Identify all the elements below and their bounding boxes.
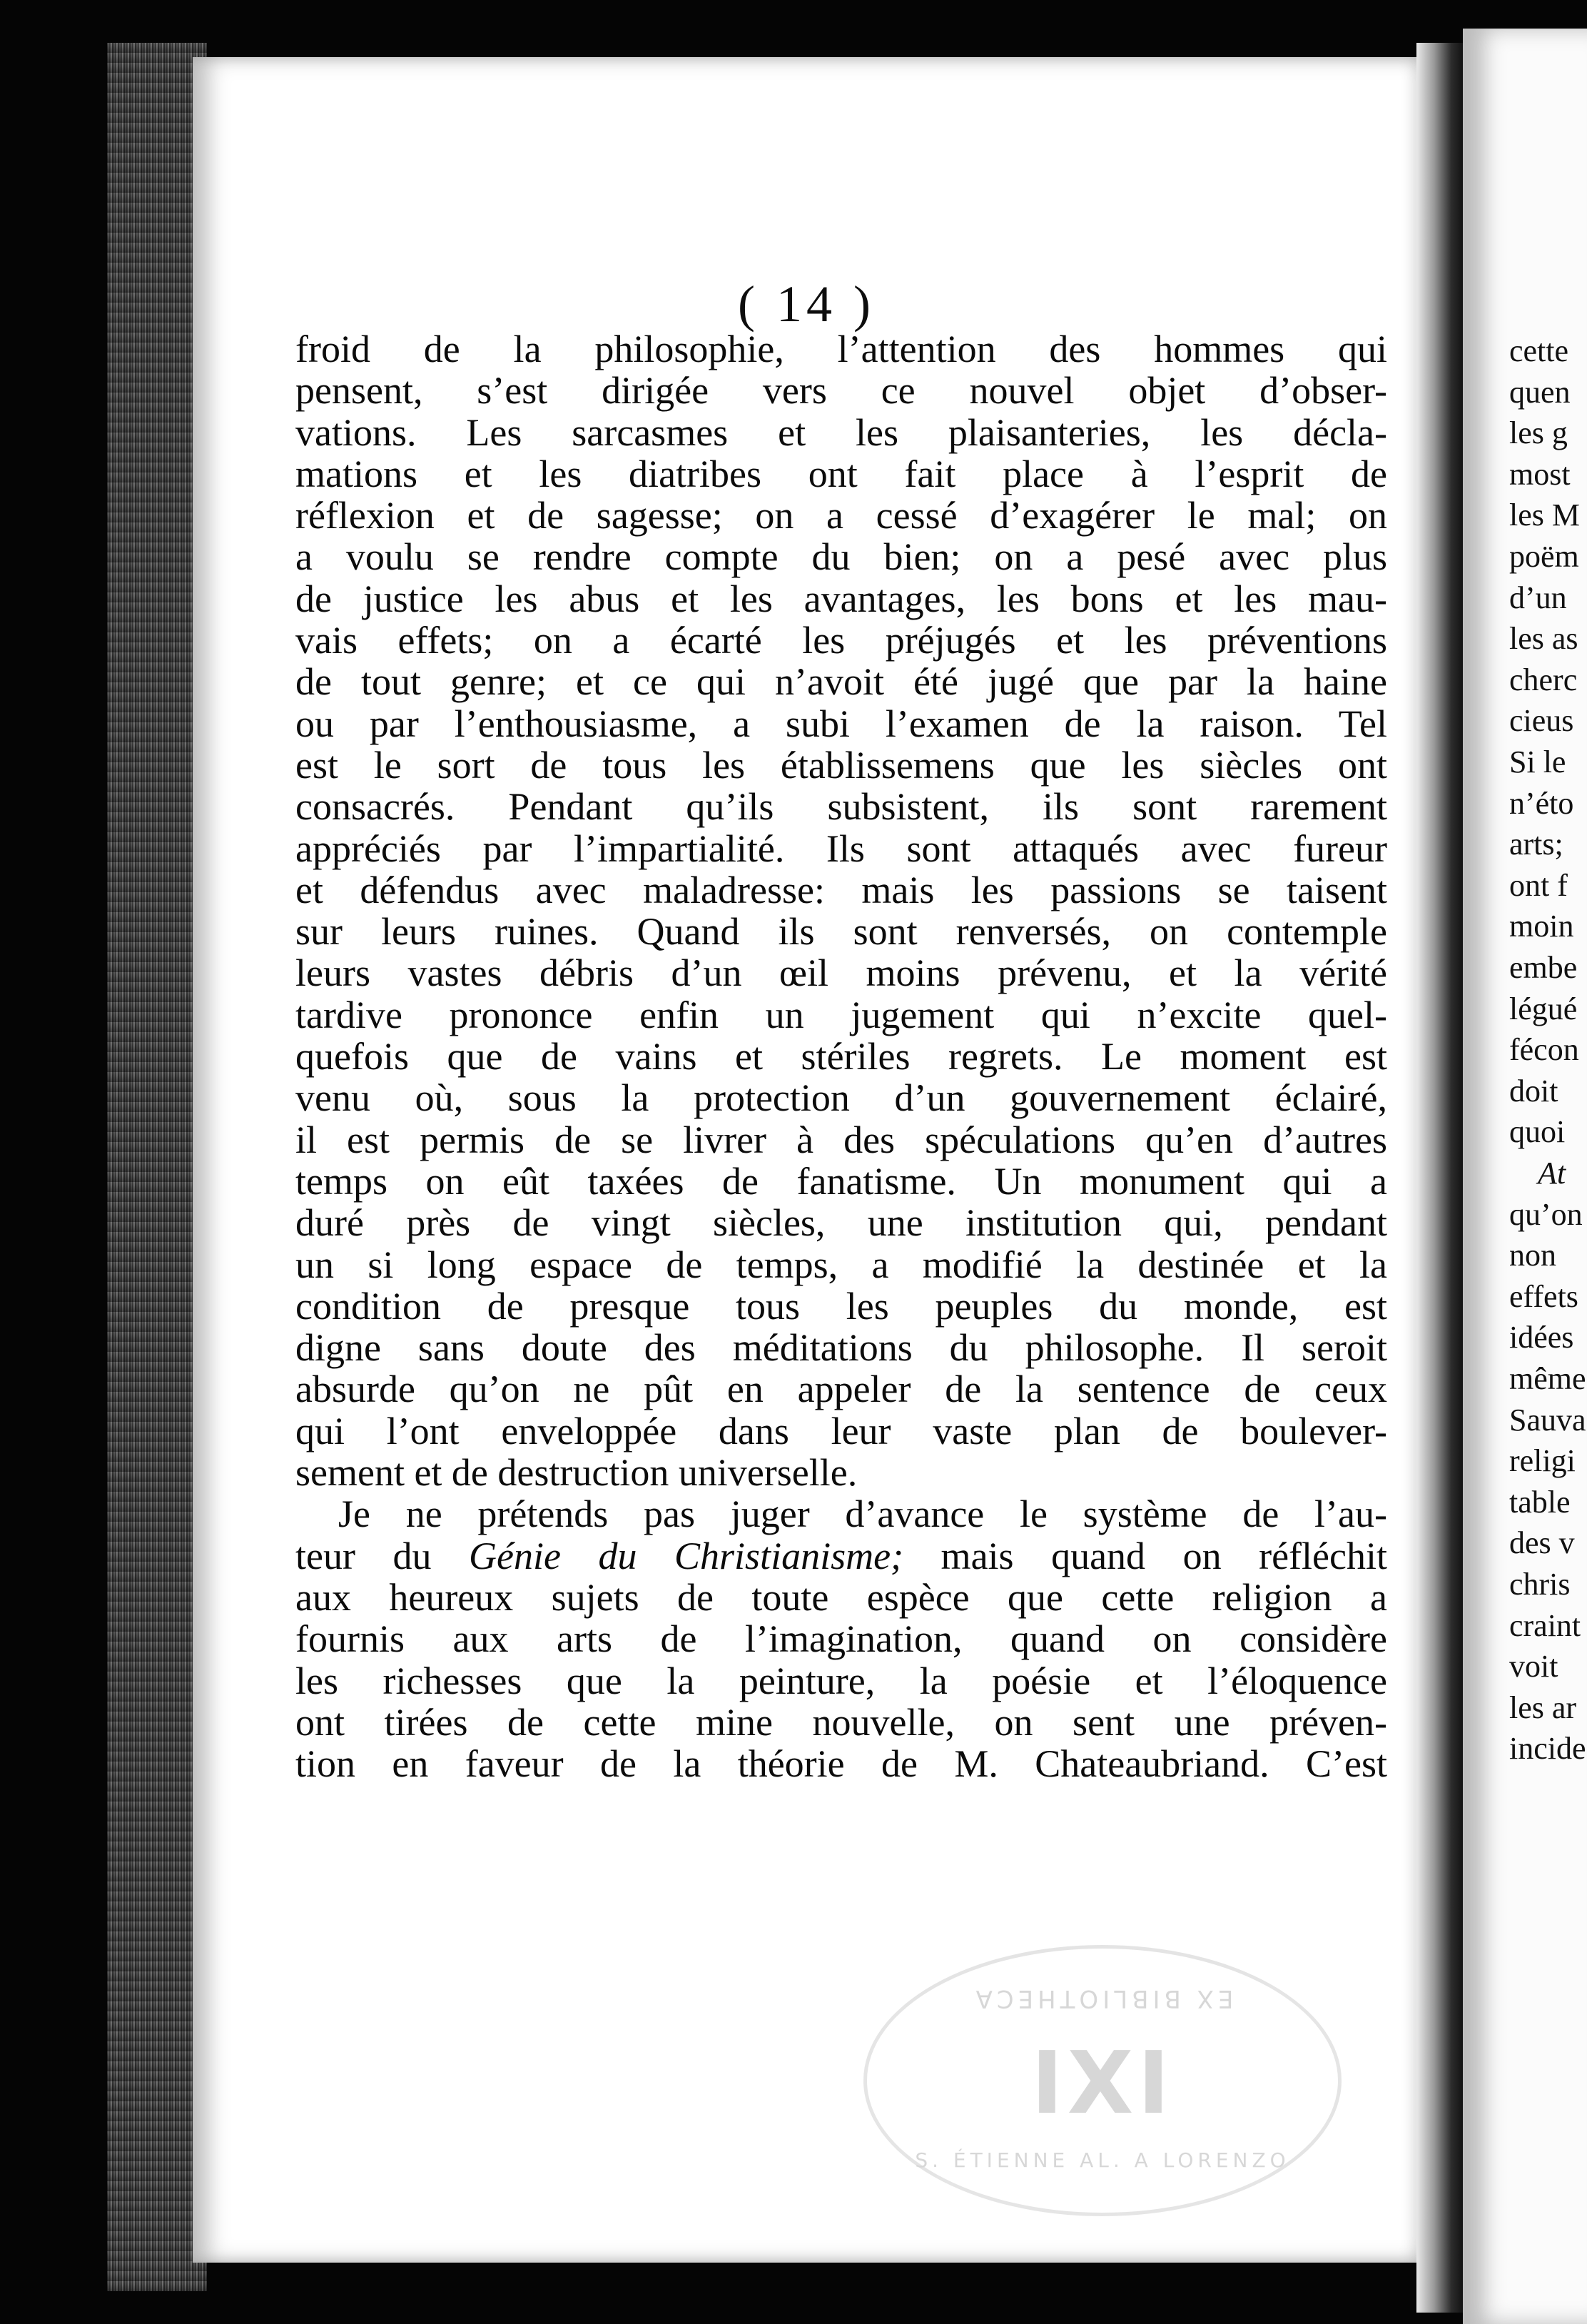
facing-page-fragment: Sauva	[1509, 1402, 1586, 1438]
text-line: froid de la philosophie, l’attention des hommes qui	[295, 328, 1387, 370]
stamp-bottom-text: S. ÉTIENNE AL. A LORENZO	[915, 2148, 1290, 2172]
facing-page-fragment: fécon	[1509, 1032, 1579, 1068]
text-line: un si long espace de temps, a modifié la destinée et la	[295, 1243, 1387, 1286]
stamp-top-text: EX BIBLIOTHECA	[971, 1984, 1234, 2013]
facing-page-fragment: légué	[1509, 991, 1578, 1026]
facing-page-fragment: les g	[1509, 415, 1568, 451]
facing-page-fragment: les ar	[1509, 1689, 1577, 1725]
text-line: mations et les diatribes ont fait place à l’esprit de	[295, 452, 1387, 495]
facing-page-fragment: des v	[1509, 1525, 1575, 1561]
text-line: réflexion et de sagesse; on a cessé d’exagérer le mal; on	[295, 494, 1387, 537]
text-line: qui l’ont enveloppée dans leur vaste plan de boulever-	[295, 1409, 1387, 1452]
facing-page-fragment: idées	[1509, 1320, 1574, 1355]
facing-page-fragment: cieus	[1509, 703, 1574, 739]
text-line: il est permis de se livrer à des spéculations qu’en d’autres	[295, 1118, 1387, 1161]
text-segment: teur du	[295, 1534, 470, 1577]
text-line: duré près de vingt siècles, une institution qui, pendant	[295, 1201, 1387, 1245]
facing-page-fragment: religi	[1509, 1443, 1576, 1479]
facing-page-fragment: voit	[1509, 1649, 1558, 1684]
facing-page-fragment: At	[1538, 1156, 1566, 1191]
page-number: ( 14 )	[738, 276, 875, 333]
stamp-monogram: IXI	[1031, 2034, 1174, 2133]
text-line: et défendus avec maladresse: mais les passions se taisent	[295, 868, 1387, 911]
text-line: vais effets; on a écarté les préjugés et les préventions	[295, 619, 1387, 662]
text-line: sement et de destruction universelle.	[295, 1451, 858, 1495]
facing-page-fragment: craint	[1509, 1607, 1581, 1643]
library-stamp	[863, 1945, 1342, 2216]
facing-page-fragment: most	[1509, 456, 1571, 492]
book-gutter	[1416, 43, 1466, 2313]
facing-page-fragment: les as	[1509, 621, 1578, 657]
text-line-with-title	[295, 1535, 1387, 1577]
text-line: sur leurs ruines. Quand ils sont renversés, on contemple	[295, 910, 1387, 954]
book-title: Génie du Christianisme;	[469, 1534, 904, 1577]
text-line: de justice les abus et les avantages, les bons et les mau-	[295, 577, 1387, 620]
facing-page-fragment: non	[1509, 1238, 1556, 1273]
text-line: ou par l’enthousiasme, a subi l’examen de la raison. Tel	[295, 702, 1387, 745]
facing-page-fragment: chris	[1509, 1567, 1571, 1602]
facing-page-fragment: doit	[1509, 1073, 1558, 1108]
text-line: de tout genre; et ce qui n’avoit été jugé que par la haine	[295, 660, 1387, 704]
text-line: condition de presque tous les peuples du monde, est	[295, 1284, 1387, 1328]
facing-page-fragment: quoi	[1509, 1114, 1566, 1150]
book-edge	[107, 43, 207, 2291]
text-line: venu où, sous la protection d’un gouvernement éclairé,	[295, 1076, 1387, 1120]
facing-page-fragment: d’un	[1509, 580, 1567, 615]
facing-page-fragment: ont f	[1509, 867, 1568, 903]
text-line: fournis aux arts de l’imagination, quand on considère	[295, 1617, 1387, 1661]
text-line: leurs vastes débris d’un œil moins prévenu, et la vérité	[295, 951, 1387, 995]
text-line: les richesses que la peinture, la poésie et l’éloquence	[295, 1659, 1387, 1702]
text-line: temps on eût taxées de fanatisme. Un monument qui a	[295, 1159, 1387, 1203]
text-line: vations. Les sarcasmes et les plaisanteries, les décla-	[295, 410, 1387, 454]
text-line: digne sans doute des méditations du philosophe. Il seroit	[295, 1326, 1387, 1370]
facing-page-fragment: poëm	[1509, 539, 1579, 574]
text-line: aux heureux sujets de toute espèce que cette religion a	[295, 1575, 1387, 1619]
facing-page-fragment: moin	[1509, 909, 1574, 944]
facing-page-fragment: effets	[1509, 1278, 1578, 1314]
facing-page-fragment: cette	[1509, 333, 1569, 368]
facing-page-fragment: n’éto	[1509, 785, 1574, 821]
facing-page-fragment: arts;	[1509, 827, 1563, 862]
text-line: pensent, s’est dirigée vers ce nouvel objet d’obser-	[295, 369, 1387, 413]
text-line: tardive prononce enfin un jugement qui n’excite quel-	[295, 993, 1387, 1036]
facing-page-fragment: Si le	[1509, 744, 1566, 779]
facing-page-fragment: quen	[1509, 374, 1571, 410]
paragraph-start-line: Je ne prétends pas juger d’avance le système de l’au-	[338, 1492, 1387, 1536]
text-line: est le sort de tous les établissemens que les siècles ont	[295, 743, 1387, 787]
facing-page-fragment: les M	[1509, 497, 1580, 533]
facing-page-fragment: incide	[1509, 1731, 1586, 1767]
facing-page-fragment: cherc	[1509, 662, 1578, 697]
text-line: tion en faveur de la théorie de M. Chateaubriand. C’est	[295, 1742, 1387, 1786]
text-line: a voulu se rendre compte du bien; on a pesé avec plus	[295, 535, 1387, 579]
text-segment: mais quand on réfléchit	[903, 1534, 1387, 1577]
text-line: absurde qu’on ne pût en appeler de la sentence de ceux	[295, 1368, 1387, 1411]
facing-page	[1463, 29, 1587, 2324]
text-line: consacrés. Pendant qu’ils subsistent, ils sont rarement	[295, 785, 1387, 829]
facing-page-fragment: qu’on	[1509, 1196, 1583, 1232]
body-text	[295, 328, 1387, 1784]
facing-page-fragment: embe	[1509, 950, 1578, 985]
facing-page-fragment: même	[1509, 1361, 1586, 1396]
text-line: ont tirées de cette mine nouvelle, on sent une préven-	[295, 1700, 1387, 1744]
text-line: appréciés par l’impartialité. Ils sont attaqués avec fureur	[295, 827, 1387, 870]
facing-page-fragment: table	[1509, 1484, 1571, 1520]
text-line: quefois que de vains et stériles regrets. Le moment est	[295, 1035, 1387, 1078]
